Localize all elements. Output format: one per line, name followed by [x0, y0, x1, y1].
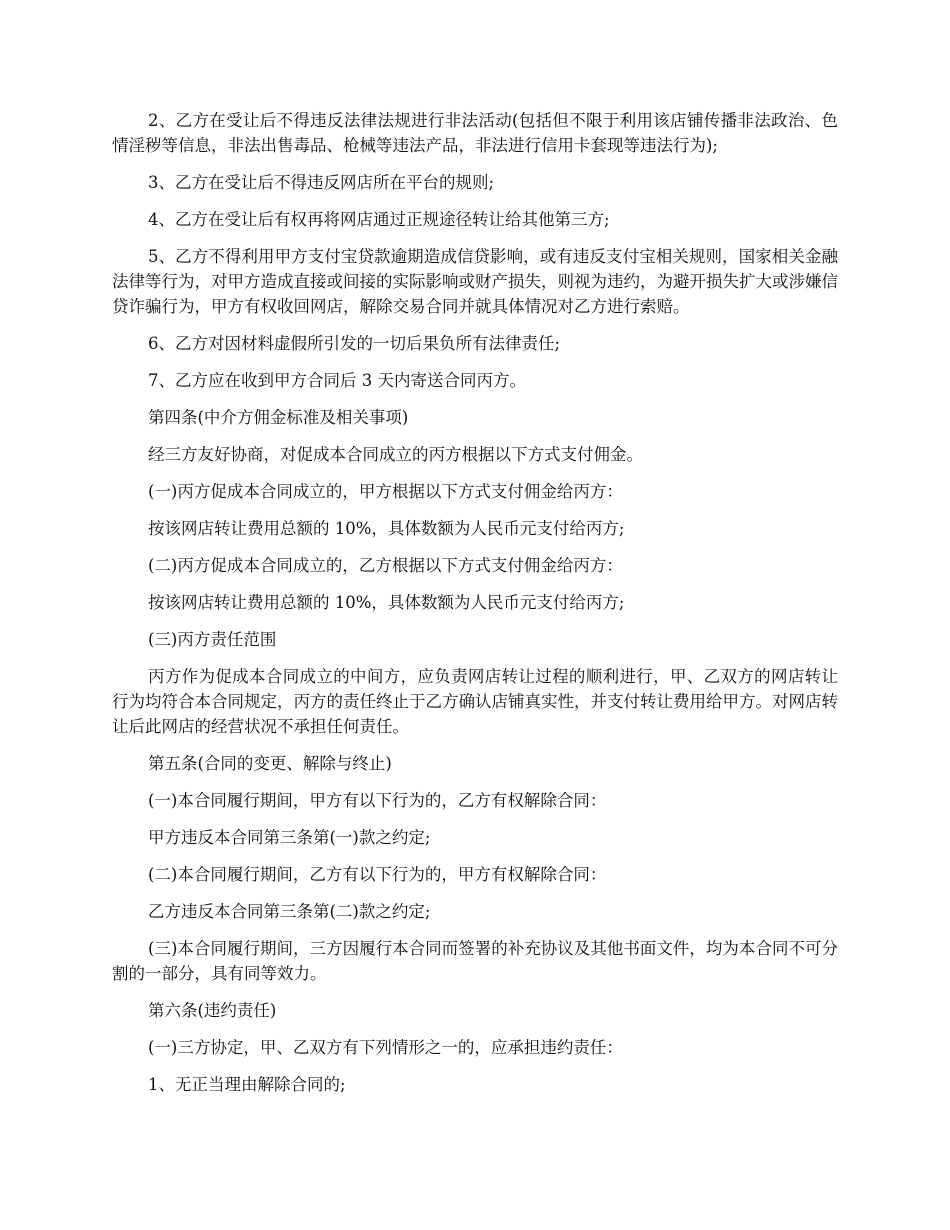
article-5-heading: 第五条(合同的变更、解除与终止) — [148, 754, 392, 773]
clause-item-3: 3、乙方在受让后不得违反网店所在平台的规则; — [148, 173, 495, 192]
article-6-item-1: 1、无正当理由解除合同的; — [148, 1075, 346, 1094]
article-4-subsection-3-detail: 丙方作为促成本合同成立的中间方，应负责网店转让过程的顺利进行，甲、乙双方的网店转让行为均符合本合同规定，丙方的责任终止于乙方确认店铺真实性，并支付转让费用给甲方。对网店转让后此网店的经营状况不承担任何责任。 — [112, 667, 838, 736]
article-5-subsection-3: (三)本合同履行期间，三方因履行本合同而签署的补充协议及其他书面文件，均为本合同不可分割的一部分，具有同等效力。 — [112, 939, 838, 983]
article-4-subsection-3: (三)丙方责任范围 — [148, 630, 277, 649]
article-4-subsection-2: (二)丙方促成本合同成立的，乙方根据以下方式支付佣金给丙方： — [148, 556, 623, 575]
article-4-intro: 经三方友好协商，对促成本合同成立的丙方根据以下方式支付佣金。 — [148, 445, 643, 464]
clause-item-4: 4、乙方在受让后有权再将网店通过正规途径转让给其他第三方; — [148, 210, 610, 229]
article-5-subsection-2-detail: 乙方违反本合同第三条第(二)款之约定; — [148, 902, 431, 921]
clause-item-5: 5、乙方不得利用甲方支付宝贷款逾期造成信贷影响，或有违反支付宝相关规则，国家相关金融法律等行为，对甲方造成直接或间接的实际影响或财产损失，则视为违约，为避开损失扩大或涉嫌信贷诈骗行为，甲方有权收回网店，解除交易合同并就具体情况对乙方进行索赔。 — [112, 247, 838, 316]
article-4-subsection-2-detail: 按该网店转让费用总额的 10%，具体数额为人民币元支付给丙方; — [148, 593, 625, 612]
clause-item-6: 6、乙方对因材料虚假所引发的一切后果负所有法律责任; — [148, 334, 561, 353]
article-4-subsection-1-detail: 按该网店转让费用总额的 10%，具体数额为人民币元支付给丙方; — [148, 519, 625, 538]
article-5-subsection-1-detail: 甲方违反本合同第三条第(一)款之约定; — [148, 828, 431, 847]
article-5-subsection-2: (二)本合同履行期间，乙方有以下行为的，甲方有权解除合同： — [148, 865, 607, 884]
clause-item-7: 7、乙方应在收到甲方合同后 3 天内寄送合同丙方。 — [148, 371, 526, 390]
article-4-heading: 第四条(中介方佣金标准及相关事项) — [148, 408, 409, 427]
article-6-subsection-1: (一)三方协定，甲、乙双方有下列情形之一的，应承担违约责任： — [148, 1038, 623, 1057]
article-6-heading: 第六条(违约责任) — [148, 1001, 277, 1020]
article-4-subsection-1: (一)丙方促成本合同成立的，甲方根据以下方式支付佣金给丙方： — [148, 482, 623, 501]
article-5-subsection-1: (一)本合同履行期间，甲方有以下行为的，乙方有权解除合同： — [148, 791, 607, 810]
clause-item-2: 2、乙方在受让后不得违反法律法规进行非法活动(包括但不限于利用该店铺传播非法政治、色情淫秽等信息，非法出售毒品、枪械等违法产品，非法进行信用卡套现等违法行为); — [112, 111, 838, 155]
